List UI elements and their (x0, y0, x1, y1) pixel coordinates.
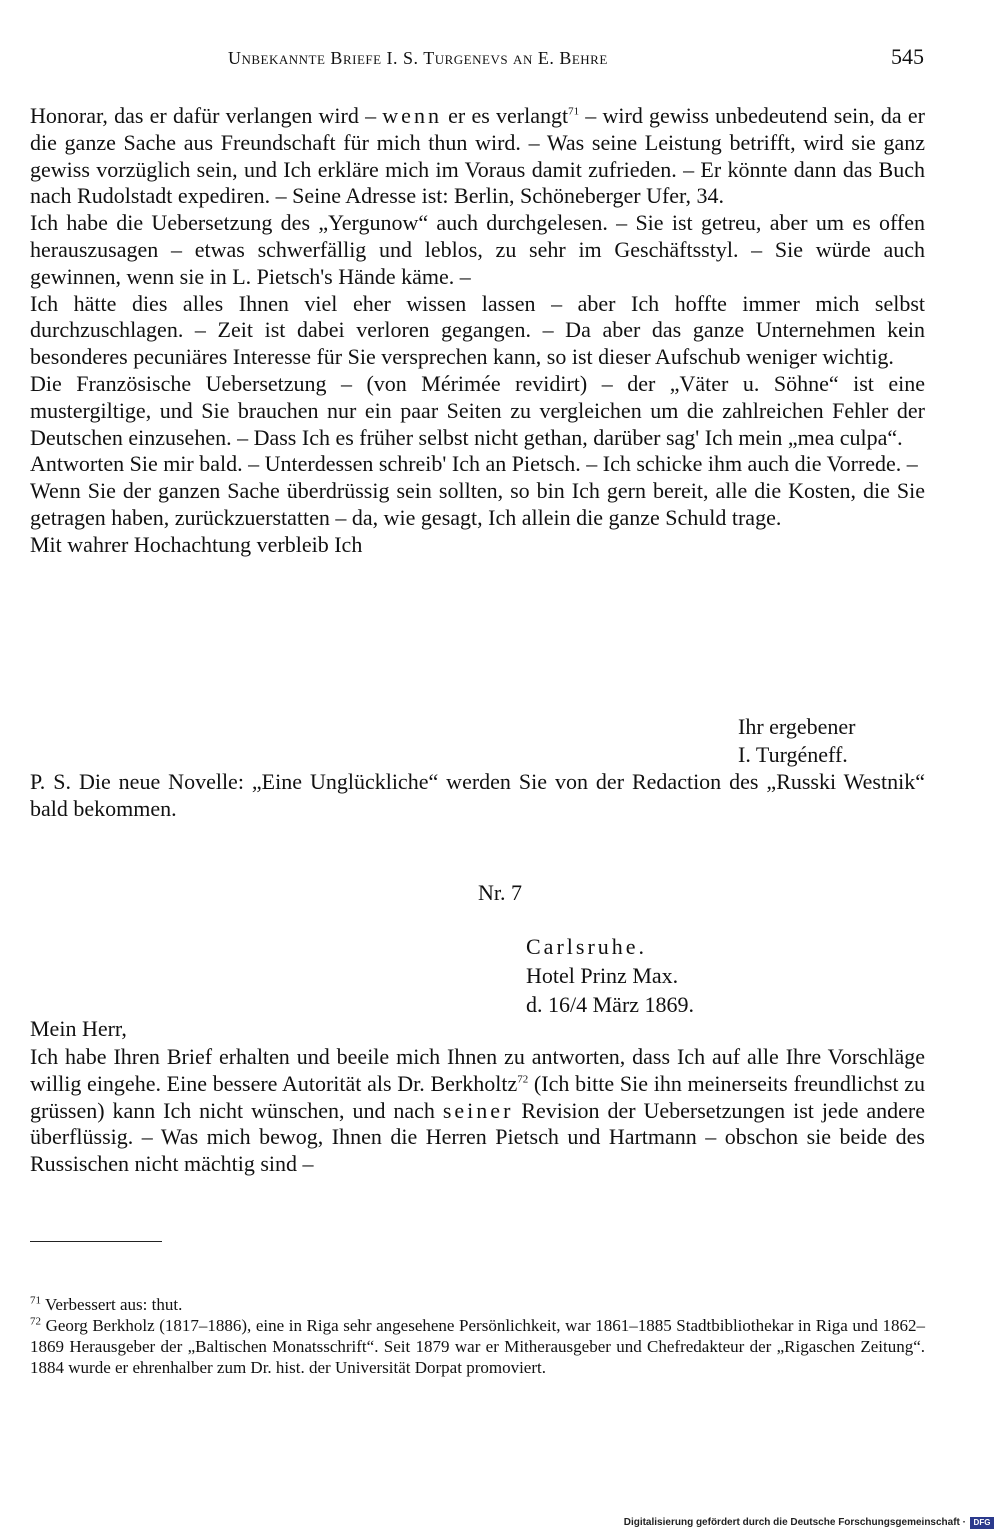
paragraph: Mit wahrer Hochachtung verbleib Ich (30, 531, 363, 557)
page-number: 545 (891, 44, 924, 69)
signature-block (738, 713, 855, 769)
paragraph: Honorar, das er dafür verlangen wird – wenn er es verlangt$^{71}$ – wird gewiss unbedeutend sein, da er die ganze Sache aus Freundschaft für mich thun wird. – Was seine Leistung betrifft, wird sie ganz gewiss vorzüglich sein, und Ich erkläre mich im Voraus damit zufrieden. – Er könnte dann das Buch nach Rudolstadt expediren. – Seine Adresse ist: Berlin, Schöneberger Ufer, 34. (30, 103, 925, 209)
signature: I. Turgéneff. (738, 742, 848, 767)
page-header (0, 44, 1000, 78)
letter-6-body (30, 103, 925, 559)
paragraph: Die Französische Uebersetzung – (von Mérimée revidirt) – der „Väter u. Söhne“ ist eine mustergiltige, und Sie brauchen nur ein paar Seiten zu vergleichen um die zahlreichen Fehler der Deutschen einzusehen. – Dass Ich es früher selbst nicht gethan, darüber sag' Ich mein „mea culpa“. (30, 370, 925, 450)
footnote-divider (30, 1241, 162, 1242)
footnote-ref-72: 72 (517, 1073, 529, 1086)
postscript (30, 769, 925, 823)
dfg-logo: DFG (970, 1517, 994, 1529)
footnote-ref-71: 71 (568, 105, 580, 118)
emphasis: seiner (442, 1097, 514, 1123)
footnote-71: $^{71}$ Verbessert aus: thut. (30, 1294, 183, 1314)
dateline (526, 932, 694, 1019)
footnote-72: $^{72}$ Georg Berkholz (1817–1886), eine in Riga sehr angesehene Persönlichkeit, war 1861–1885 Stadtbibliothekar in Riga und 1862–1869 Herausgeber der „Baltischen Monatsschrift“. Seit 1879 war er Mitherausgeber und Chefredakteur der „Rigaschen Zeitung“. 1884 wurde er ehrenhalber zum Dr. hist. der Universität Dorpat promoviert. (30, 1315, 925, 1377)
hotel: Hotel Prinz Max. (526, 963, 679, 988)
paragraph: Wenn Sie der ganzen Sache überdrüssig sein sollten, so bin Ich gern bereit, alle die Kosten, die Sie getragen haben, zurückzuerstatten – da, wie gesagt, Ich allein die ganze Schuld trage. (30, 478, 925, 530)
paragraph: Ich habe Ihren Brief erhalten und beeile mich Ihnen zu antworten, dass Ich auf alle Ihre Vorschläge willig eingehe. Eine bessere Autorität als Dr. Berkholtz$^{72}$ (Ich bitte Sie ihn meinerseits freundlichst zu grüssen) kann Ich nicht wünschen, und nach seiner Revision der Uebersetzungen ist jede andere überflüssig. – Was mich bewog, Ihnen die Herren Pietsch und Hartmann – obschon sie beide des Russischen nicht mächtig sind – (30, 1044, 925, 1177)
place: Carlsruhe. (526, 934, 648, 959)
paragraph: P. S. Die neue Novelle: „Eine Unglückliche“ werden Sie von der Redaction des „Russki Westnik“ bald bekommen. (30, 769, 925, 821)
salutation: Mein Herr, (30, 1016, 127, 1041)
date: d. 16/4 März 1869. (526, 992, 695, 1017)
footnotes (30, 1294, 925, 1378)
letter-7-body (30, 1044, 925, 1178)
running-head: Unbekannte Briefe I. S. Turgenevs an E. Behre (228, 48, 608, 68)
paragraph: Antworten Sie mir bald. – Unterdessen schreib' Ich an Pietsch. – Ich schicke ihm auch die Vorrede. – (30, 451, 918, 477)
letter-number: Nr. 7 (478, 880, 522, 905)
digitization-credit: Digitalisierung gefördert durch die Deutsche Forschungsgemeinschaft · (623, 1517, 966, 1528)
closing: Ihr ergebener (738, 714, 856, 739)
paragraph: Ich hätte dies alles Ihnen viel eher wissen lassen – aber Ich hoffte immer mich selbst durchzuschlagen. – Zeit ist dabei verloren gegangen. – Da aber das ganze Unternehmen kein besonderes pecuniäres Interesse für Sie versprechen kann, so ist dieser Aufschub weniger wichtig. (30, 290, 925, 370)
emphasis: wenn (382, 103, 442, 128)
paragraph: Ich habe die Uebersetzung des „Yergunow“ auch durchgelesen. – Sie ist getreu, aber um es offen herauszusagen – etwas schwerfällig und leblos, zu sehr im Geschäftsstyl. – Sie würde auch gewinnen, wenn sie in L. Pietsch's Hände käme. – (30, 210, 925, 289)
